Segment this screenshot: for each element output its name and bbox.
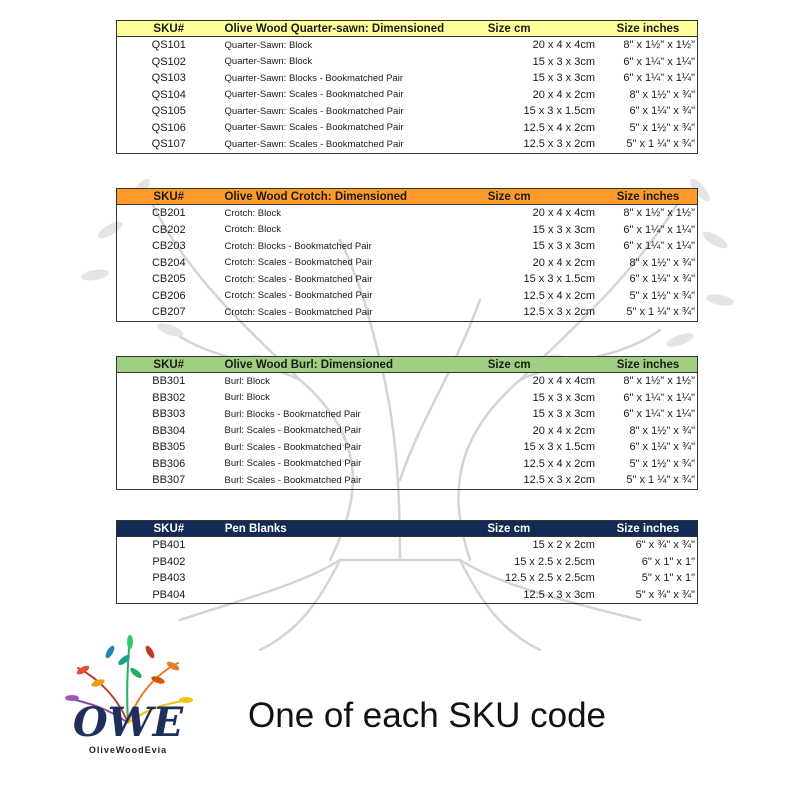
table-cell: 5" x 1½" x ¾" [629, 121, 695, 134]
table-cell: Quarter-Sawn: Scales - Bookmatched Pair [224, 105, 404, 117]
table-row [117, 288, 698, 305]
table-row [117, 103, 698, 120]
column-header: SKU# [153, 522, 185, 535]
sku-table-crotch [116, 188, 698, 322]
table-row [117, 70, 698, 87]
table-cell: QS106 [151, 121, 186, 134]
table-cell [221, 537, 488, 554]
table-cell: CB206 [151, 289, 186, 302]
table-cell: 12.5 x 4 x 2cm [523, 121, 595, 134]
column-header: Size inches [616, 22, 680, 35]
table-cell: Crotch: Scales - Bookmatched Pair [224, 257, 373, 269]
table-cell: 20 x 4 x 2cm [532, 88, 595, 101]
table-header [117, 189, 698, 205]
table-cell: 5" x 1" x 1" [641, 572, 695, 585]
table-cell: Quarter-Sawn: Block [224, 56, 313, 68]
table-row [117, 222, 698, 239]
table-cell: 6" x 1¼" x ¾" [629, 273, 695, 286]
table-cell: PB404 [152, 588, 186, 601]
table-cell: PB401 [152, 539, 186, 552]
table-row [117, 54, 698, 71]
table-cell: Burl: Scales - Bookmatched Pair [224, 474, 362, 486]
table-row [117, 587, 698, 604]
table-cell: 5" x 1 ¼" x ¾" [626, 474, 695, 487]
table-cell: QS101 [151, 39, 186, 52]
table-cell: Quarter-Sawn: Block [224, 39, 313, 51]
table-cell: 12.5 x 2.5 x 2.5cm [504, 572, 595, 585]
table-cell: 15 x 3 x 3cm [532, 223, 596, 236]
table-cell: Quarter-Sawn: Scales - Bookmatched Pair [224, 122, 404, 134]
table-cell: QS107 [151, 138, 186, 151]
table-row [117, 456, 698, 473]
column-header: Size cm [487, 22, 531, 35]
table-cell: 12.5 x 4 x 2cm [523, 457, 596, 470]
column-header: Size cm [487, 190, 531, 203]
table-row [117, 136, 698, 153]
column-header: SKU# [153, 22, 185, 35]
table-row [117, 304, 698, 321]
table-cell: Crotch: Blocks - Bookmatched Pair [224, 240, 372, 252]
table-cell: QS102 [151, 55, 186, 68]
table-row [117, 373, 698, 390]
table-cell: CB204 [151, 256, 186, 269]
table-cell: 20 x 4 x 4cm [532, 39, 595, 52]
table-cell [221, 554, 488, 571]
table-cell: CB203 [151, 240, 186, 253]
table-cell: 6" x 1¼" x 1¼" [623, 240, 695, 253]
table-cell: 15 x 2 x 2cm [532, 539, 595, 552]
table-cell: 20 x 4 x 2cm [532, 424, 596, 437]
table-cell [221, 570, 488, 587]
table-cell: 5" x 1 ¼" x ¾" [626, 306, 695, 319]
table-cell: 8" x 1½" x 1½" [623, 375, 695, 388]
table-cell: QS103 [151, 72, 186, 85]
table-cell: 12.5 x 3 x 2cm [523, 138, 595, 151]
table-cell: 20 x 4 x 2cm [532, 256, 596, 269]
table-cell: 15 x 3 x 1.5cm [523, 441, 596, 454]
table-cell: BB302 [152, 391, 186, 404]
column-header: Olive Wood Burl: Dimensioned [224, 358, 393, 371]
table-cell: 12.5 x 3 x 2cm [523, 474, 596, 487]
table-cell: PB403 [152, 572, 186, 585]
table-row [117, 37, 698, 54]
tagline: One of each SKU code [248, 696, 606, 735]
table-cell: Burl: Scales - Bookmatched Pair [224, 441, 362, 453]
sku-table-burl [116, 356, 698, 490]
column-header: Olive Wood Crotch: Dimensioned [224, 190, 408, 203]
table-header [117, 521, 698, 537]
table-cell: 8" x 1½" x ¾" [629, 256, 695, 269]
column-header: Pen Blanks [224, 522, 287, 535]
table-cell: 6" x 1¼" x ¾" [629, 105, 695, 118]
table-cell: Crotch: Block [224, 207, 282, 219]
table-cell: Burl: Block [224, 392, 270, 404]
table-row [117, 255, 698, 272]
table-cell: 8" x 1½" x 1½" [623, 207, 695, 220]
table-row [117, 390, 698, 407]
table-header [117, 21, 698, 37]
table-cell: BB306 [152, 457, 186, 470]
table-cell: Quarter-Sawn: Scales - Bookmatched Pair [224, 138, 404, 150]
table-cell: 8" x 1½" x ¾" [629, 88, 695, 101]
table-cell: BB305 [152, 441, 186, 454]
table-row [117, 570, 698, 587]
column-header: SKU# [153, 358, 185, 371]
table-cell: 5" x 1½" x ¾" [629, 457, 695, 470]
table-cell: 15 x 3 x 3cm [532, 240, 596, 253]
table-cell: 6" x ¾" x ¾" [635, 539, 695, 552]
table-cell: 15 x 3 x 3cm [532, 72, 595, 85]
table-cell: Crotch: Scales - Bookmatched Pair [224, 273, 373, 285]
table-cell: 15 x 3 x 3cm [532, 55, 595, 68]
table-cell: 15 x 3 x 1.5cm [523, 105, 595, 118]
table-row [117, 554, 698, 571]
table-cell: QS104 [151, 88, 186, 101]
table-cell: 6" x 1¼" x 1¼" [623, 55, 695, 68]
table-cell: 15 x 3 x 3cm [532, 391, 596, 404]
table-cell: 15 x 3 x 3cm [532, 408, 596, 421]
table-row [117, 537, 698, 554]
table-cell: CB202 [151, 223, 186, 236]
table-cell: Crotch: Scales - Bookmatched Pair [224, 306, 373, 318]
table-cell: BB301 [152, 375, 186, 388]
table-cell: 5" x 1 ¼" x ¾" [626, 138, 695, 151]
column-header: Olive Wood Quarter-sawn: Dimensioned [224, 22, 445, 35]
column-header: Size inches [616, 522, 680, 535]
table-cell: 20 x 4 x 4cm [532, 207, 596, 220]
table-row [117, 472, 698, 489]
logo-mark: OWE [72, 699, 184, 746]
table-header [117, 357, 698, 373]
column-header: Size inches [616, 190, 680, 203]
table-cell: 8" x 1½" x ¾" [629, 424, 695, 437]
table-cell: BB303 [152, 408, 186, 421]
table-cell: CB205 [151, 273, 186, 286]
table-cell: BB304 [152, 424, 186, 437]
table-row [117, 423, 698, 440]
table-cell: Burl: Scales - Bookmatched Pair [224, 458, 362, 470]
column-header: Size inches [616, 358, 680, 371]
table-cell: CB201 [151, 207, 186, 220]
table-cell: Quarter-Sawn: Scales - Bookmatched Pair [224, 89, 404, 101]
table-cell: 12.5 x 3 x 2cm [523, 306, 596, 319]
table-cell: 6" x 1¼" x 1¼" [623, 72, 695, 85]
table-cell: BB307 [152, 474, 186, 487]
table-cell: 15 x 2.5 x 2.5cm [514, 555, 595, 568]
table-cell: 12.5 x 4 x 2cm [523, 289, 596, 302]
table-cell: CB207 [151, 306, 186, 319]
table-row [117, 205, 698, 222]
table-cell: 6" x 1" x 1" [641, 555, 695, 568]
table-cell [221, 587, 488, 604]
table-cell: 8" x 1½" x 1½" [623, 39, 695, 52]
column-header: SKU# [153, 190, 185, 203]
table-cell: 15 x 3 x 1.5cm [523, 273, 596, 286]
table-row [117, 238, 698, 255]
table-cell: 5" x ¾" x ¾" [635, 588, 695, 601]
table-cell: 12.5 x 3 x 3cm [523, 588, 595, 601]
table-cell: PB402 [152, 555, 186, 568]
table-cell: Quarter-Sawn: Blocks - Bookmatched Pair [224, 72, 403, 84]
table-row [117, 439, 698, 456]
table-row [117, 87, 698, 104]
column-header: Size cm [487, 358, 531, 371]
table-cell: 6" x 1¼" x 1¼" [623, 391, 695, 404]
table-cell: 5" x 1½" x ¾" [629, 289, 695, 302]
table-cell: Crotch: Block [224, 224, 282, 236]
table-cell: 6" x 1¼" x ¾" [629, 441, 695, 454]
sku-table-pen-blanks [116, 520, 698, 604]
table-row [117, 406, 698, 423]
table-cell: 20 x 4 x 4cm [532, 375, 596, 388]
column-header: Size cm [487, 522, 531, 535]
table-cell: 6" x 1¼" x 1¼" [623, 408, 695, 421]
table-row [117, 271, 698, 288]
table-cell: QS105 [151, 105, 186, 118]
table-cell: Burl: Block [224, 375, 270, 387]
table-cell: Crotch: Scales - Bookmatched Pair [224, 290, 373, 302]
logo-name: OliveWoodEvia [88, 745, 168, 755]
sku-table-quarter-sawn [116, 20, 698, 154]
table-cell: Burl: Scales - Bookmatched Pair [224, 425, 362, 437]
table-cell: Burl: Blocks - Bookmatched Pair [224, 408, 361, 420]
table-row [117, 120, 698, 137]
table-cell: 6" x 1¼" x 1¼" [623, 223, 695, 236]
